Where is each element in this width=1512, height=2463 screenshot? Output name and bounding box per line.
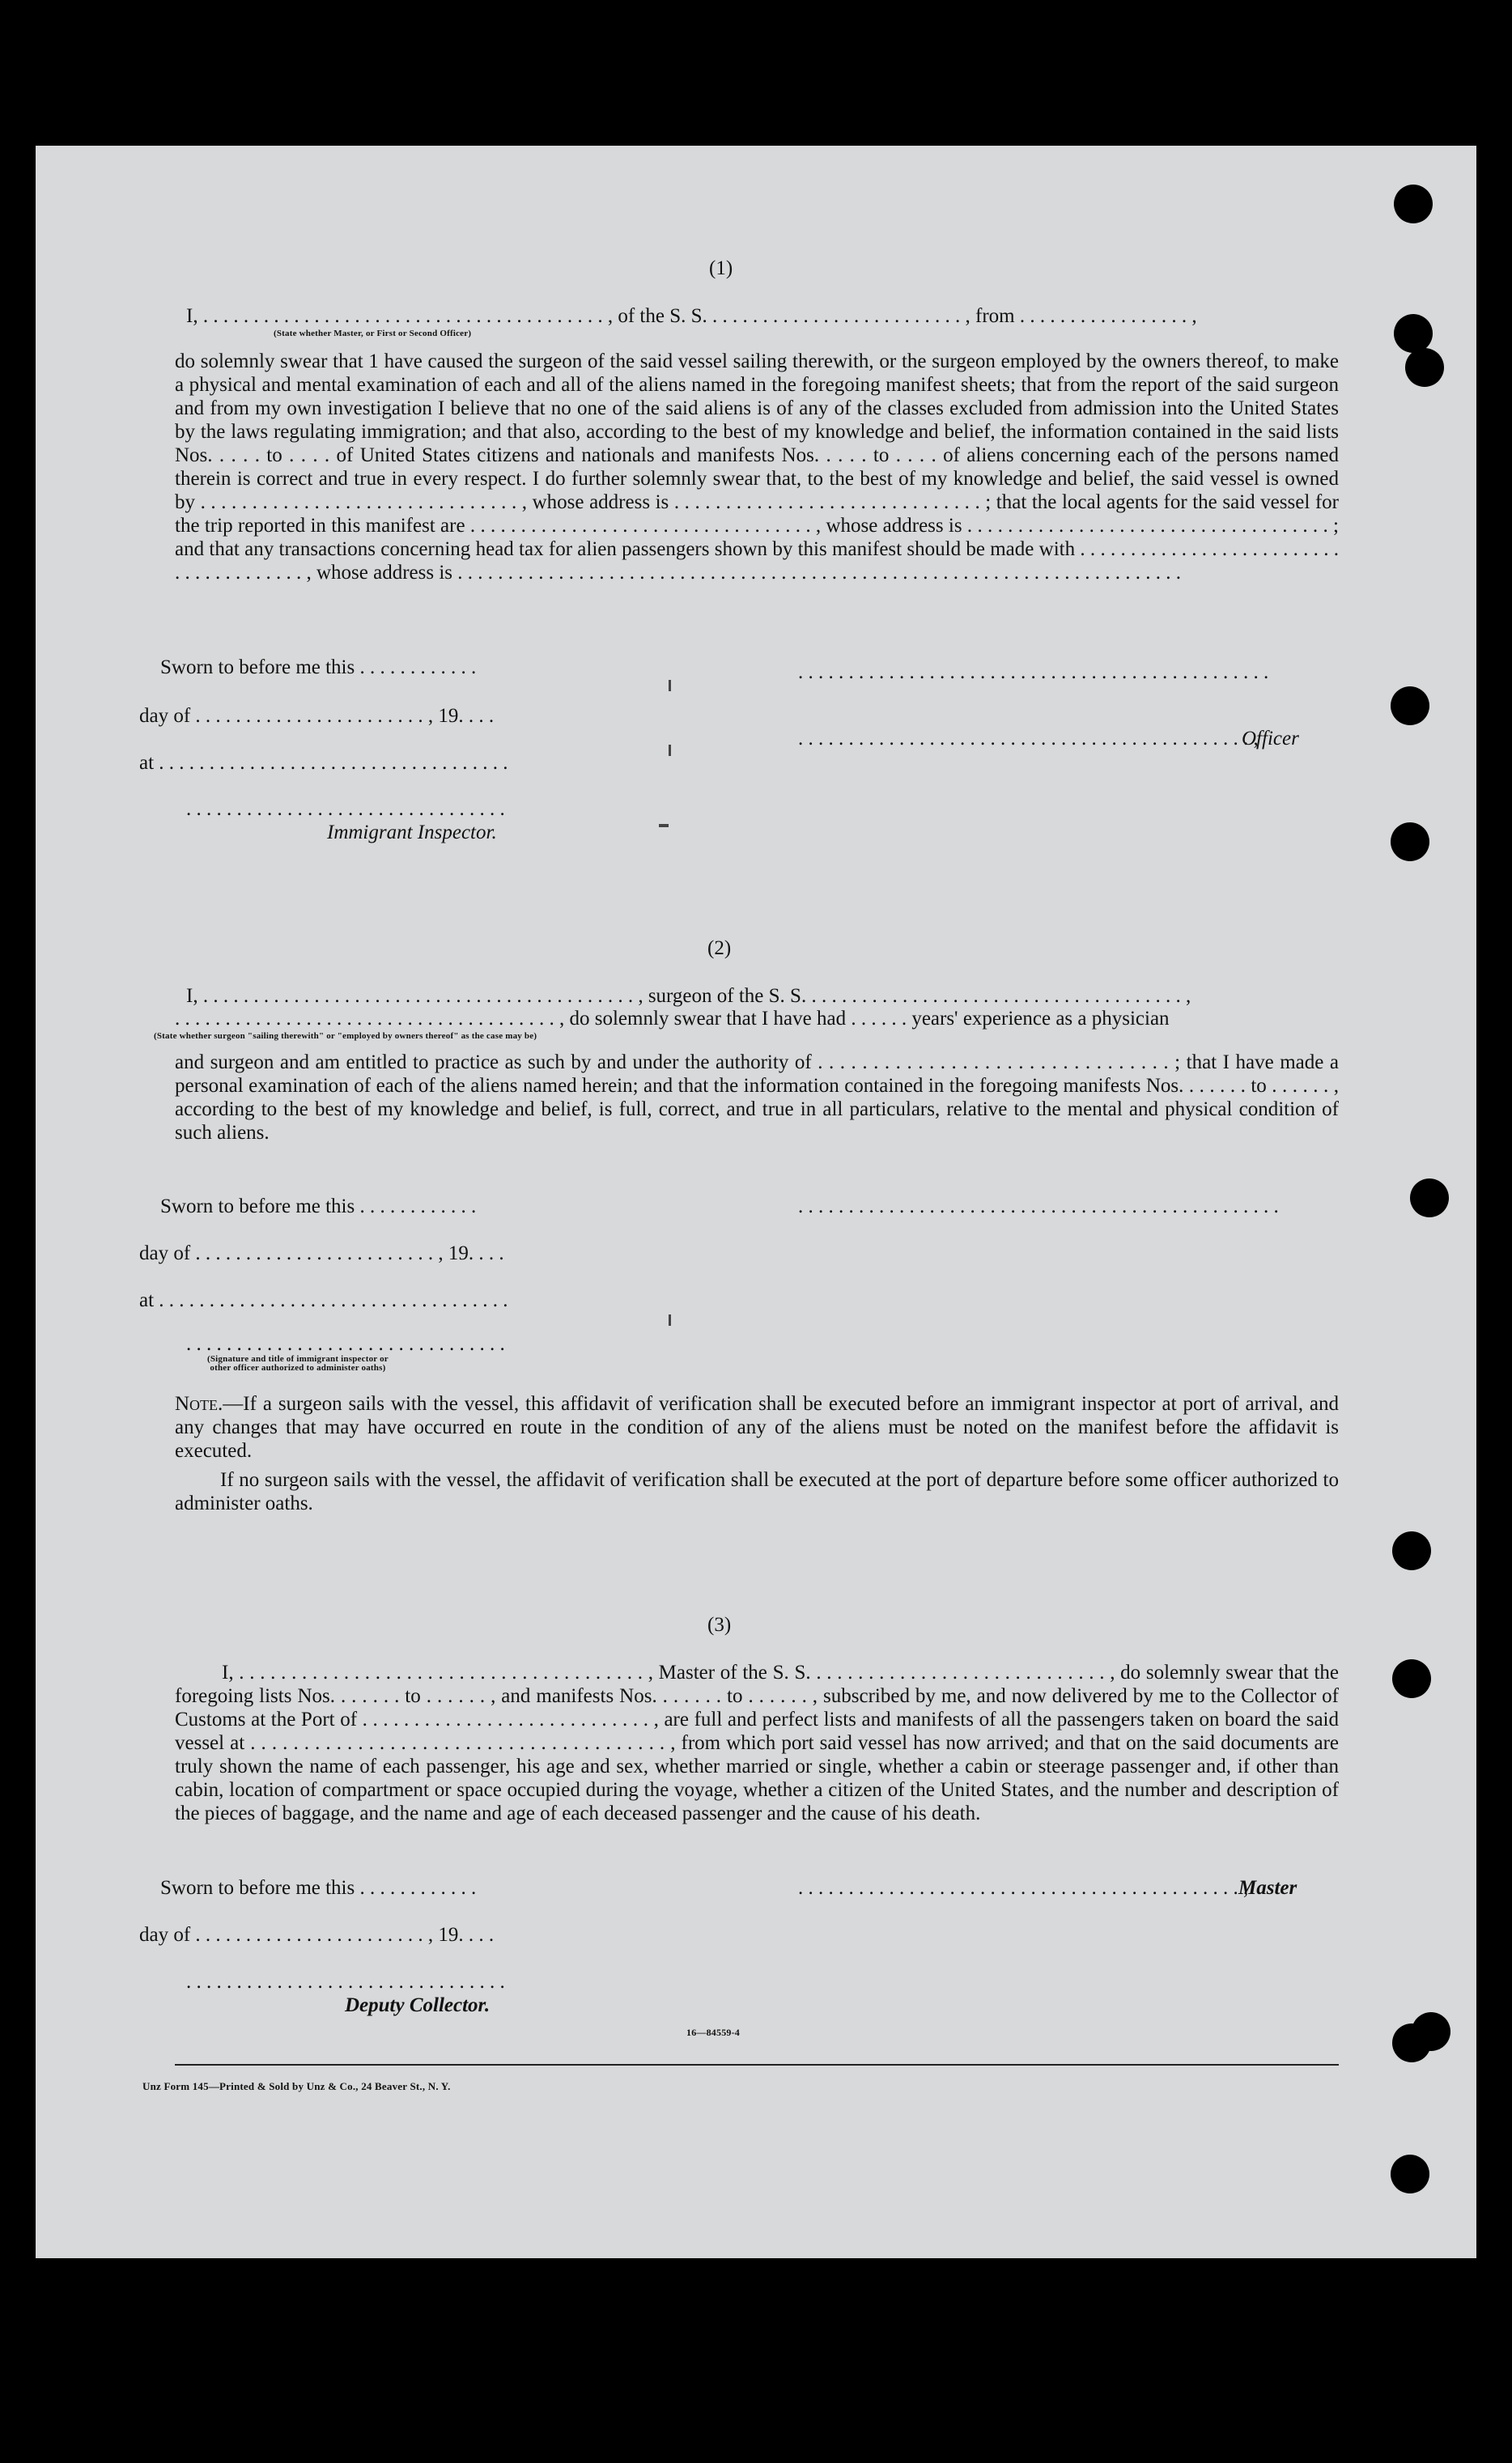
section-1-opening-line: I, . . . . . . . . . . . . . . . . . . . . . . . . . . . . . . . . . . . . . . . . , of the S. S. . . . . . . . . . . . . . . . . . . . . . . . . . , from . . . . . . . . . . . . . . . . . , xyxy=(186,305,1197,327)
section-2-note xyxy=(175,1392,1339,1463)
section-1-officer-note: (State whether Master, or First or Second Officer) xyxy=(274,329,472,338)
section-1-sworn-line: Sworn to before me this . . . . . . . . . . . . xyxy=(160,656,477,678)
punch-hole xyxy=(1412,2012,1450,2051)
section-2-note-2: If no surgeon sails with the vessel, the affidavit of verification shall be executed at the port of departure before some officer authorized to administer oaths. xyxy=(175,1469,1339,1514)
punch-hole xyxy=(1394,314,1433,353)
section-2-opening-line: I, . . . . . . . . . . . . . . . . . . . . . . . . . . . . . . . . . . . . . . . . . . . , surgeon of the S. S. . . . . . . . . . . . . . . . . . . . . . . . . . . . . . . . . . . . . . , xyxy=(186,985,1191,1007)
section-3-oath-text: I, . . . . . . . . . . . . . . . . . . . . . . . . . . . . . . . . . . . . . . . , Master of the S. S. . . . . . . . . . . . . . . . . . . . . . . . . . . . . , do solemnly swear that the foregoing lists Nos. . . . . . . to . . . . . . , and manifests Nos. . . . . . . to . . . . . . , subscribed by me, and now delivered by me to the Collector of Customs at the Port of . . . . . . . . . . . . . . . . . . . . . . . . . . . . , are full and perfect lists and manifests of all the passengers taken on board the said vessel at . . . . . . . . . . . . . . . . . . . . . . . . . . . . . . . . . . . . . . . , from which port said vessel has now arrived; and that on the said documents are truly shown the name of each passenger, his age and sex, whether married or single, whether a cabin or steerage passenger and, if other than cabin, location of compartment or space occupied during the voyage, whether a citizen of the United States, and the number and description of the pieces of baggage, and the name and age of each deceased passenger and the cause of his death. xyxy=(175,1662,1339,1824)
punch-hole xyxy=(1394,185,1433,223)
section-2-experience-line: . . . . . . . . . . . . . . . . . . . . . . . . . . . . . . . . . . . . . . , do solemnly swear that I have had . . . . . . years' experience as a physician xyxy=(175,1008,1170,1030)
punch-hole xyxy=(1405,348,1444,387)
punch-hole xyxy=(1391,2155,1429,2193)
punch-hole xyxy=(1392,1659,1431,1698)
section-1-day-line: day of . . . . . . . . . . . . . . . . . . . . . . . , 19. . . . xyxy=(139,705,495,727)
section-1-inspector-signature-dots: . . . . . . . . . . . . . . . . . . . . . . . . . . . . . . . . xyxy=(186,798,505,820)
section-3-number: (3) xyxy=(707,1614,732,1636)
punch-hole xyxy=(1391,822,1429,861)
section-3-master-dots: . . . . . . . . . . . . . . . . . . . . . . . . . . . . . . . . . . . . . . . . . . . . , xyxy=(798,1877,1249,1899)
note-text: —If a surgeon sails with the vessel, this affidavit of verification shall be executed before an immigrant inspector at port of arrival, and any changes that may have occurred en route in the condition of any of the aliens must be noted on the manifest before the affidavit is executed. xyxy=(175,1393,1339,1462)
section-1-inspector-label: Immigrant Inspector. xyxy=(327,822,497,843)
section-3-collector-label: Deputy Collector. xyxy=(345,1994,491,2016)
form-code: 16—84559-4 xyxy=(686,2027,740,2038)
section-2-sworn-line: Sworn to before me this . . . . . . . . . . . . xyxy=(160,1195,477,1217)
punch-hole xyxy=(1410,1178,1449,1217)
section-1-signature-dots: . . . . . . . . . . . . . . . . . . . . . . . . . . . . . . . . . . . . . . . . . . . . . . . xyxy=(798,661,1269,683)
section-2-surgeon-note: (State whether surgeon "sailing therewith" or "employed by owners thereof" as the case may be) xyxy=(154,1031,537,1041)
section-1-officer-label: Officer xyxy=(1242,728,1299,750)
scan-mark xyxy=(669,1314,671,1326)
punch-hole xyxy=(1392,1531,1431,1570)
section-3-master-label: Master xyxy=(1238,1877,1298,1899)
footer-rule xyxy=(175,2064,1339,2066)
section-2-day-line: day of . . . . . . . . . . . . . . . . . . . . . . . . , 19. . . . xyxy=(139,1242,504,1264)
note-label: Note. xyxy=(175,1393,223,1415)
section-1-at-line: at . . . . . . . . . . . . . . . . . . . . . . . . . . . . . . . . . . . xyxy=(139,752,508,774)
form-sheet xyxy=(36,146,1476,2258)
section-1-oath-text: do solemnly swear that 1 have caused the surgeon of the said vessel sailing therewith, or the surgeon employed by the owners thereof, to make a physical and mental examination of each and all of the aliens named in the foregoing manifest sheets; that from the report of the said surgeon and from my own investigation I believe that no one of the said aliens is of any of the classes excluded from admission into the United States by the laws regulating immigration; and that also, according to the best of my knowledge and belief, the information contained in the said lists Nos. . . . . to . . . . of United States citizens and nationals and manifests Nos. . . . . to . . . . of aliens concerning each of the persons named therein is correct and true in every respect. I do further solemnly swear that, to the best of my knowledge and belief, the said vessel is owned by . . . . . . . . . . . . . . . . . . . . . . . . . . . . . . . , whose address is . . . . . . . . . . . . . . . . . . . . . . . . . . . . . . ; that the local agents for the said vessel for the trip reported in this manifest are . . . . . . . . . . . . . . . . . . . . . . . . . . . . . . . . . . , whose address is . . . . . . . . . . . . . . . . . . . . . . . . . . . . . . . . . . . . ; and that any transactions concerning head tax for alien passengers shown by this manifest should be made with . . . . . . . . . . . . . . . . . . . . . . . . . . . . . . . . . . . . . . . , whose address is . . . . . . . . . . . . . . . . . . . . . . . . . . . . . . . . . . . . . . . . . . . . . . . . . . . . . . . . . . . . . . . . . . . . . . . . xyxy=(175,350,1339,584)
section-1-officer-dots: . . . . . . . . . . . . . . . . . . . . . . . . . . . . . . . . . . . . . . . . . . . . . , xyxy=(798,728,1259,750)
section-3-collector-signature-dots: . . . . . . . . . . . . . . . . . . . . . . . . . . . . . . . . xyxy=(186,1971,505,1993)
section-2-signature-note: (Signature and title of immigrant inspector or other officer authorized to administer oaths) xyxy=(207,1354,389,1373)
scan-mark xyxy=(669,680,671,691)
scan-mark xyxy=(659,824,669,827)
section-2-number: (2) xyxy=(707,937,732,959)
section-2-signature-dots: . . . . . . . . . . . . . . . . . . . . . . . . . . . . . . . . . . . . . . . . . . . . . . . . xyxy=(798,1195,1279,1217)
punch-hole xyxy=(1391,686,1429,725)
section-2-at-line: at . . . . . . . . . . . . . . . . . . . . . . . . . . . . . . . . . . . xyxy=(139,1289,508,1311)
section-1-number: (1) xyxy=(709,257,733,279)
section-2-oath-text: and surgeon and am entitled to practice as such by and under the authority of . . . . . . . . . . . . . . . . . . . . . . . . . . . . . . . . ; that I have made a personal examination of each of the aliens named herein; and that the information contained in the foregoing manifests Nos. . . . . . . to . . . . . . , according to the best of my knowledge and belief, is full, correct, and true in all particulars, relative to the mental and physical condition of such aliens. xyxy=(175,1051,1339,1144)
section-3-sworn-line: Sworn to before me this . . . . . . . . . . . . xyxy=(160,1877,477,1899)
footer-imprint: Unz Form 145—Printed & Sold by Unz & Co., 24 Beaver St., N. Y. xyxy=(142,2080,451,2092)
section-3-day-line: day of . . . . . . . . . . . . . . . . . . . . . . . , 19. . . . xyxy=(139,1924,495,1946)
section-2-inspector-signature-dots: . . . . . . . . . . . . . . . . . . . . . . . . . . . . . . . . xyxy=(186,1333,505,1355)
scan-mark xyxy=(669,745,671,756)
